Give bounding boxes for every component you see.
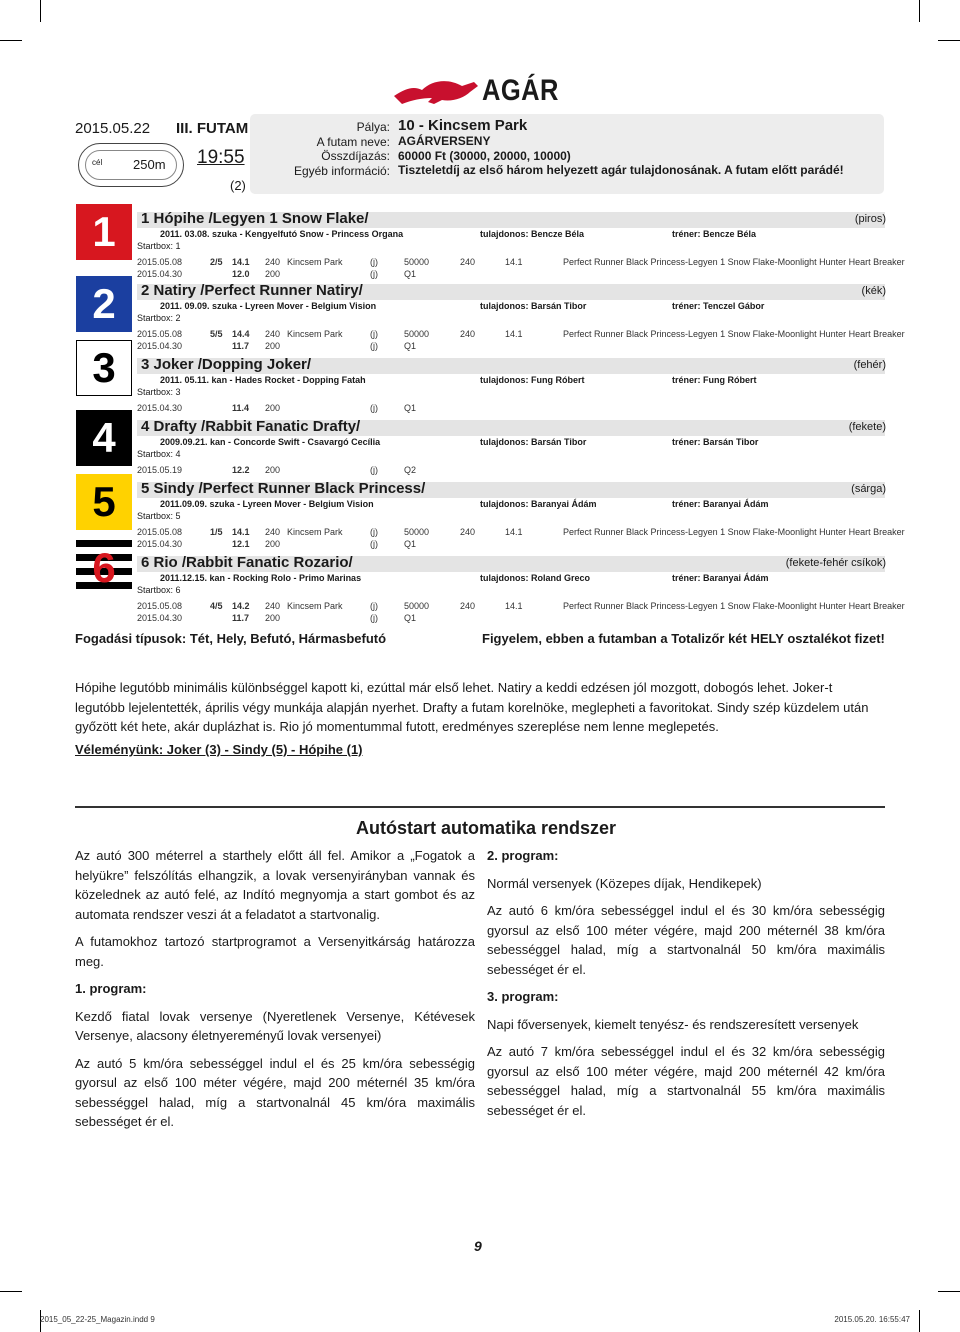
result-cell: (j) xyxy=(370,527,378,537)
crop-mark xyxy=(919,1310,920,1332)
result-cell: 14.1 xyxy=(505,527,523,537)
entry-color: (piros) xyxy=(854,213,886,225)
result-cell: 240 xyxy=(265,329,281,339)
result-cell: 200 xyxy=(265,403,281,413)
result-cell: Perfect Runner Black Princess-Legyen 1 Snow Flake-Moonlight Hunter Heart Breaker xyxy=(563,527,905,537)
opinion: Véleményünk: Joker (3) - Sindy (5) - Hópihe (1) xyxy=(75,742,363,757)
analysis-text: Hópihe legutóbb minimális különbséggel kapott ki, ezúttal már első lehet. Natiry a keddi edzésen jól mozgott, dobogós lehet. Joker-t legutóbb lejelentették, április végy munkája alapján nyerhet. Drafty a futam korelnöke, meglepheti a favoritokat. Sindy szép küzdelem után győzött két hete, akár duplázhat is. Rio jó momentummal futott, eredményes szereplése nem lenne meglepetés. xyxy=(75,680,869,734)
number-box-4: 4 xyxy=(76,410,132,466)
number-box-2: 2 xyxy=(76,276,132,332)
result-cell: 2015.05.08 xyxy=(137,527,183,537)
result-cell: 240 xyxy=(265,257,281,267)
result-cell: 200 xyxy=(265,341,281,351)
entry-name: 6 Rio /Rabbit Fanatic Rozario/ xyxy=(141,554,353,571)
result-cell: 50000 xyxy=(404,527,430,537)
entry-owner: tulajdonos: Baranyai Ádám xyxy=(480,499,597,509)
footer-timestamp: 2015.05.20. 16:55:47 xyxy=(834,1315,910,1324)
crop-mark xyxy=(938,1291,960,1292)
track-finish-label: cél xyxy=(92,158,103,167)
result-cell: 200 xyxy=(265,269,281,279)
attention-note: Figyelem, ebben a futamban a Totalizőr két HELY osztalékot fizet! xyxy=(482,631,885,646)
entry-owner: tulajdonos: Roland Greco xyxy=(480,573,591,583)
result-cell: 12.1 xyxy=(232,539,250,549)
result-cell: Perfect Runner Black Princess-Legyen 1 Snow Flake-Moonlight Hunter Heart Breaker xyxy=(563,257,905,267)
entry-trainer: tréner: Bencze Béla xyxy=(672,229,757,239)
result-cell: 2015.04.30 xyxy=(137,539,183,549)
result-cell: 50000 xyxy=(404,601,430,611)
result-cell: 240 xyxy=(460,527,476,537)
result-cell: 240 xyxy=(265,527,281,537)
right-column: 2. program: Normál versenyek (Közepes díjak, Hendikepek) Az autó 6 km/óra sebességgel indul el és 30 km/óra sebességig gyorsul az első 100 méter végére, majd 200 méternél 38 km/óra sebességgel halad, míg a startvonalnál 50 km/óra maximális sebességet ér el. 3. program: Napi főversenyek, kiemelt tenyész- és rendszeresített versenyek Az autó 7 km/óra sebességgel indul el és 32 km/óra sebességig gyorsul az első 100 méter végére, majd 200 méternél 42 km/óra sebességgel halad, míg a startvonalnál 55 km/óra maximális sebességet ér el. xyxy=(487,848,885,1118)
result-cell: 14.1 xyxy=(505,257,523,267)
number-box-6: 6 xyxy=(76,540,132,596)
result-cell: (j) xyxy=(370,257,378,267)
entry-owner: tulajdonos: Bencze Béla xyxy=(480,229,585,239)
crop-mark xyxy=(938,40,960,41)
footer-file: 2015_05_22-25_Magazin.indd 9 xyxy=(40,1315,155,1324)
result-cell: 240 xyxy=(460,257,476,267)
result-cell: Kincsem Park xyxy=(287,601,343,611)
result-cell: Perfect Runner Black Princess-Legyen 1 Snow Flake-Moonlight Hunter Heart Breaker xyxy=(563,601,905,611)
result-cell: (j) xyxy=(370,465,378,475)
entry-startbox: Startbox: 2 xyxy=(137,313,181,323)
entry-owner: tulajdonos: Barsán Tibor xyxy=(480,301,587,311)
result-cell: 2015.05.08 xyxy=(137,601,183,611)
number-box-3: 3 xyxy=(76,340,132,396)
entry-name: 1 Hópihe /Legyen 1 Snow Flake/ xyxy=(141,210,369,227)
result-cell: 50000 xyxy=(404,329,430,339)
result-cell: (j) xyxy=(370,269,378,279)
entry-pedigree: 2009.09.21. kan - Concorde Swift - Csavargó Cecília xyxy=(160,437,381,447)
result-cell: (j) xyxy=(370,329,378,339)
track-name: 10 - Kincsem Park xyxy=(398,117,528,134)
result-cell: 200 xyxy=(265,613,281,623)
result-cell: 12.2 xyxy=(232,465,250,475)
result-cell: Q1 xyxy=(404,269,417,279)
entry-startbox: Startbox: 5 xyxy=(137,511,181,521)
entry-trainer: tréner: Fung Róbert xyxy=(672,375,757,385)
entry-color: (fehér) xyxy=(853,359,886,371)
entry-trainer: tréner: Baranyai Ádám xyxy=(672,499,769,509)
result-cell: Q1 xyxy=(404,613,417,623)
result-cell: 2015.04.30 xyxy=(137,613,183,623)
left-column: Az autó 300 méterrel a starthely előtt áll fel. Amikor a „Fogatok a helyükre” felszólítás elhangzik, a lovak versenyirányban vannak és közelednek az autó felé, az Indító megnyomja a start gombot és az automata rendszer veszi át a feladatot a startvonalig. A futamokhoz tartozó startprogramot a Versenyitkárság határozza meg. 1. program: Kezdő fiatal lovak versenye (Nyeretlenek Versenye, Kétévesek Versenye, alacsony életnyereményű lovak versenyei) Az autó 5 km/óra sebességgel indul el és 25 km/óra sebességig gyorsul az első 100 méter végére, majd 200 méternél 35 km/óra sebességgel halad, míg a startvonalnál 45 km/óra maximális sebességet ér el. xyxy=(75,848,475,1129)
entry-color: (kék) xyxy=(861,285,886,297)
entry-color: (fekete-fehér csíkok) xyxy=(785,557,886,569)
result-cell: 11.4 xyxy=(232,403,250,413)
result-cell: Q1 xyxy=(404,341,417,351)
entry-color: (fekete) xyxy=(848,421,886,433)
entry-trainer: tréner: Tenczel Gábor xyxy=(672,301,765,311)
entry-pedigree: 2011.12.15. kan - Rocking Rolo - Primo Marinas xyxy=(160,573,362,583)
result-cell: 14.1 xyxy=(232,257,250,267)
result-cell: 14.4 xyxy=(232,329,250,339)
result-cell: (j) xyxy=(370,613,378,623)
entry-color: (sárga) xyxy=(851,483,886,495)
result-cell: 200 xyxy=(265,465,281,475)
entry-pedigree: 2011. 09.09. szuka - Lyreen Mover - Belgium Vision xyxy=(160,301,377,311)
entry-name: 4 Drafty /Rabbit Fanatic Drafty/ xyxy=(141,418,361,435)
entry-trainer: tréner: Barsán Tibor xyxy=(672,437,759,447)
result-cell: 200 xyxy=(265,539,281,549)
entry-pedigree: 2011. 03.08. szuka - Kengyelfutó Snow - Princess Organa xyxy=(160,229,404,239)
race-time: 19:55 xyxy=(197,147,245,168)
result-cell: (j) xyxy=(370,539,378,549)
entry-owner: tulajdonos: Fung Róbert xyxy=(480,375,585,385)
result-cell: Q1 xyxy=(404,403,417,413)
number-box-1: 1 xyxy=(76,204,132,260)
result-cell: (j) xyxy=(370,601,378,611)
entry-pedigree: 2011. 05.11. kan - Hades Rocket - Dopping Fatah xyxy=(160,375,366,385)
track-distance: 250m xyxy=(133,157,166,172)
result-cell: 14.1 xyxy=(505,329,523,339)
result-cell: 14.1 xyxy=(232,527,250,537)
result-cell: Kincsem Park xyxy=(287,257,343,267)
brand-title: AGÁR xyxy=(482,74,559,107)
result-cell: 14.1 xyxy=(505,601,523,611)
entry-startbox: Startbox: 3 xyxy=(137,387,181,397)
entry-startbox: Startbox: 6 xyxy=(137,585,181,595)
page-number: 9 xyxy=(474,1238,482,1254)
race-order: (2) xyxy=(230,178,246,193)
race-info-values xyxy=(398,117,844,178)
prize-money: 60000 Ft (30000, 20000, 10000) xyxy=(398,148,571,163)
crop-mark xyxy=(40,0,41,22)
entry-name: 5 Sindy /Perfect Runner Black Princess/ xyxy=(141,480,426,497)
result-cell: 2015.05.19 xyxy=(137,465,183,475)
race-info-labels: Pálya: A futam neve: Összdíjazás: Egyéb információ: xyxy=(293,120,390,178)
result-cell: (j) xyxy=(370,403,378,413)
result-cell: Perfect Runner Black Princess-Legyen 1 Snow Flake-Moonlight Hunter Heart Breaker xyxy=(563,329,905,339)
result-cell: 240 xyxy=(460,601,476,611)
result-cell: Kincsem Park xyxy=(287,329,343,339)
result-cell: 14.2 xyxy=(232,601,250,611)
result-cell: 240 xyxy=(265,601,281,611)
result-cell: Q1 xyxy=(404,539,417,549)
entry-startbox: Startbox: 4 xyxy=(137,449,181,459)
crop-mark xyxy=(919,0,920,22)
bet-types: Fogadási típusok: Tét, Hely, Befutó, Hármasbefutó xyxy=(75,631,387,646)
entry-owner: tulajdonos: Barsán Tibor xyxy=(480,437,587,447)
crop-mark xyxy=(0,1291,22,1292)
result-cell: Q2 xyxy=(404,465,417,475)
race-name: AGÁRVERSENY xyxy=(398,134,491,148)
entry-name: 2 Natiry /Perfect Runner Natiry/ xyxy=(141,282,363,299)
result-cell: Kincsem Park xyxy=(287,527,343,537)
entry-name: 3 Joker /Dopping Joker/ xyxy=(141,356,312,373)
other-info: Tiszteletdíj az első három helyezett agár tulajdonosának. A futam előtt parádé! xyxy=(398,163,844,177)
result-cell: 50000 xyxy=(404,257,430,267)
section-title: Autóstart automatika rendszer xyxy=(356,818,617,838)
entry-startbox: Startbox: 1 xyxy=(137,241,181,251)
race-number: III. FUTAM xyxy=(176,120,249,137)
crop-mark xyxy=(0,40,22,41)
result-cell: 2015.04.30 xyxy=(137,341,183,351)
result-cell: 2015.05.08 xyxy=(137,329,183,339)
result-cell: 5/5 xyxy=(210,329,223,339)
result-cell: 2015.05.08 xyxy=(137,257,183,267)
result-cell: 1/5 xyxy=(210,527,223,537)
result-cell: 2015.04.30 xyxy=(137,269,183,279)
result-cell: 4/5 xyxy=(210,601,223,611)
divider xyxy=(75,806,885,808)
race-date: 2015.05.22 xyxy=(75,120,151,137)
result-cell: 11.7 xyxy=(232,341,250,351)
result-cell: 11.7 xyxy=(232,613,250,623)
result-cell: 2015.04.30 xyxy=(137,403,183,413)
result-cell: 240 xyxy=(460,329,476,339)
result-cell: (j) xyxy=(370,341,378,351)
number-box-5: 5 xyxy=(76,474,132,530)
entry-trainer: tréner: Baranyai Ádám xyxy=(672,573,769,583)
entry-pedigree: 2011.09.09. szuka - Lyreen Mover - Belgium Vision xyxy=(160,499,374,509)
result-cell: 2/5 xyxy=(210,257,223,267)
result-cell: 12.0 xyxy=(232,269,250,279)
